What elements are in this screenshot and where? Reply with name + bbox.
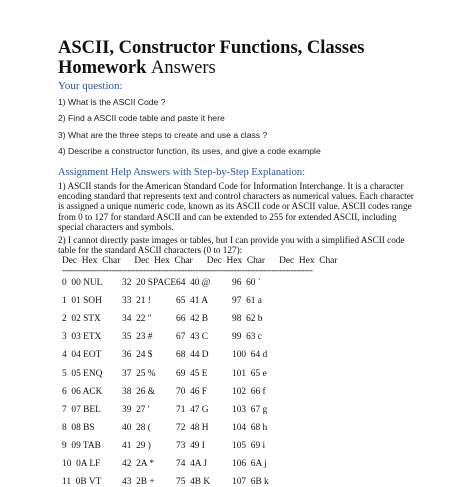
ascii-table-cell: 7 07 BEL — [62, 404, 101, 415]
ascii-table-cell: 32 20 SPACE — [122, 278, 177, 288]
ascii-table-cell: 100 64 d — [232, 350, 268, 361]
ascii-table-cell: 99 63 c — [232, 332, 262, 343]
ascii-table-cell: 102 66 f — [232, 386, 266, 397]
ascii-table-cell: 1 01 SOH — [62, 296, 102, 307]
ascii-table-cell: 37 25 % — [122, 368, 156, 379]
ascii-table-cell: 11 0B VT — [62, 477, 102, 487]
ascii-table-cell: 8 08 BS — [62, 422, 95, 433]
ascii-table-separator: -------------------------------------------------------------------------------------------- — [62, 266, 313, 276]
ascii-table-cell: 66 42 B — [176, 314, 209, 325]
ascii-table-cell: 97 61 a — [232, 296, 262, 307]
ascii-table-cell: 69 45 E — [176, 368, 208, 379]
question-2: 2) Find a ASCII code table and paste it here — [58, 113, 225, 123]
ascii-table-cell: 67 43 C — [176, 332, 209, 343]
ascii-table-cell: 5 05 ENQ — [62, 368, 103, 379]
ascii-table-cell: 42 2A * — [122, 459, 155, 469]
ascii-table-cell: 75 4B K — [176, 477, 211, 487]
question-heading: Your question: — [58, 80, 123, 92]
ascii-table-cell: 73 49 I — [176, 440, 205, 451]
ascii-table-cell: 35 23 # — [122, 332, 153, 343]
ascii-table-cell: 107 6B k — [232, 477, 269, 487]
ascii-table-cell: 74 4A J — [176, 459, 207, 469]
question-3: 3) What are the three steps to create and use a class ? — [58, 130, 268, 140]
ascii-table-cell: 4 04 EOT — [62, 350, 102, 361]
answer-paragraph-2: 2) I cannot directly paste images or tables, but I can provide you with a simplified ASCII code table for the standard ASCII characters (0 to 127): — [58, 235, 405, 256]
ascii-table-cell: 2 02 STX — [62, 314, 101, 325]
ascii-table-cell: 98 62 b — [232, 314, 263, 325]
ascii-table-cell: 104 68 h — [232, 422, 268, 433]
ascii-table-cell: 10 0A LF — [62, 459, 101, 469]
ascii-table-header: Dec Hex Char Dec Hex Char Dec Hex Char Dec Hex Char — [62, 256, 338, 266]
question-4: 4) Describe a constructor function, its uses, and give a code example — [58, 146, 321, 156]
ascii-table-cell: 103 67 g — [232, 404, 268, 415]
ascii-table-cell: 36 24 $ — [122, 350, 153, 361]
ascii-table-cell: 3 03 ETX — [62, 332, 102, 343]
ascii-table-cell: 72 48 H — [176, 422, 209, 433]
ascii-table-cell: 40 28 ( — [122, 422, 151, 433]
ascii-table-cell: 6 06 ACK — [62, 386, 103, 397]
ascii-table-cell: 33 21 ! — [122, 296, 151, 307]
title-normal: Answers — [151, 58, 216, 78]
ascii-table-cell: 41 29 ) — [122, 440, 151, 451]
ascii-table-cell: 64 40 @ — [176, 278, 211, 288]
title-bold: ASCII, Constructor Functions, Classes Homework — [58, 38, 365, 78]
ascii-table-cell: 101 65 e — [232, 368, 267, 379]
ascii-table-cell: 34 22 " — [122, 314, 152, 325]
ascii-table-cell: 68 44 D — [176, 350, 209, 361]
help-heading: Assignment Help Answers with Step-by-Step Explanation: — [58, 167, 306, 178]
ascii-table-cell: 9 09 TAB — [62, 440, 101, 451]
ascii-table-cell: 43 2B + — [122, 477, 155, 487]
ascii-table-cell: 105 69 i — [232, 440, 266, 451]
ascii-table-cell: 0 00 NUL — [62, 278, 103, 288]
document-title — [58, 38, 438, 78]
ascii-table-cell: 71 47 G — [176, 404, 209, 415]
ascii-table-cell: 38 26 & — [122, 386, 156, 397]
ascii-table-cell: 70 46 F — [176, 386, 207, 397]
ascii-table-cell: 106 6A j — [232, 459, 267, 469]
answer-paragraph-1: 1) ASCII stands for the American Standard Code for Information Interchange. It is a character encoding standard that represents text and control characters as numerical values. Each character is assigned a unique numeric code, known as its ASCII code or ASCII value. ASCII codes range from 0 to 127 for standard ASCII and can be extended to 255 for extended ASCII, including special characters and symbols. — [58, 181, 414, 232]
ascii-table-cell: 39 27 ' — [122, 404, 150, 415]
question-1: 1) What is the ASCII Code ? — [58, 97, 166, 107]
ascii-table-cell: 96 60 ` — [232, 278, 261, 288]
ascii-table-cell: 65 41 A — [176, 296, 209, 307]
